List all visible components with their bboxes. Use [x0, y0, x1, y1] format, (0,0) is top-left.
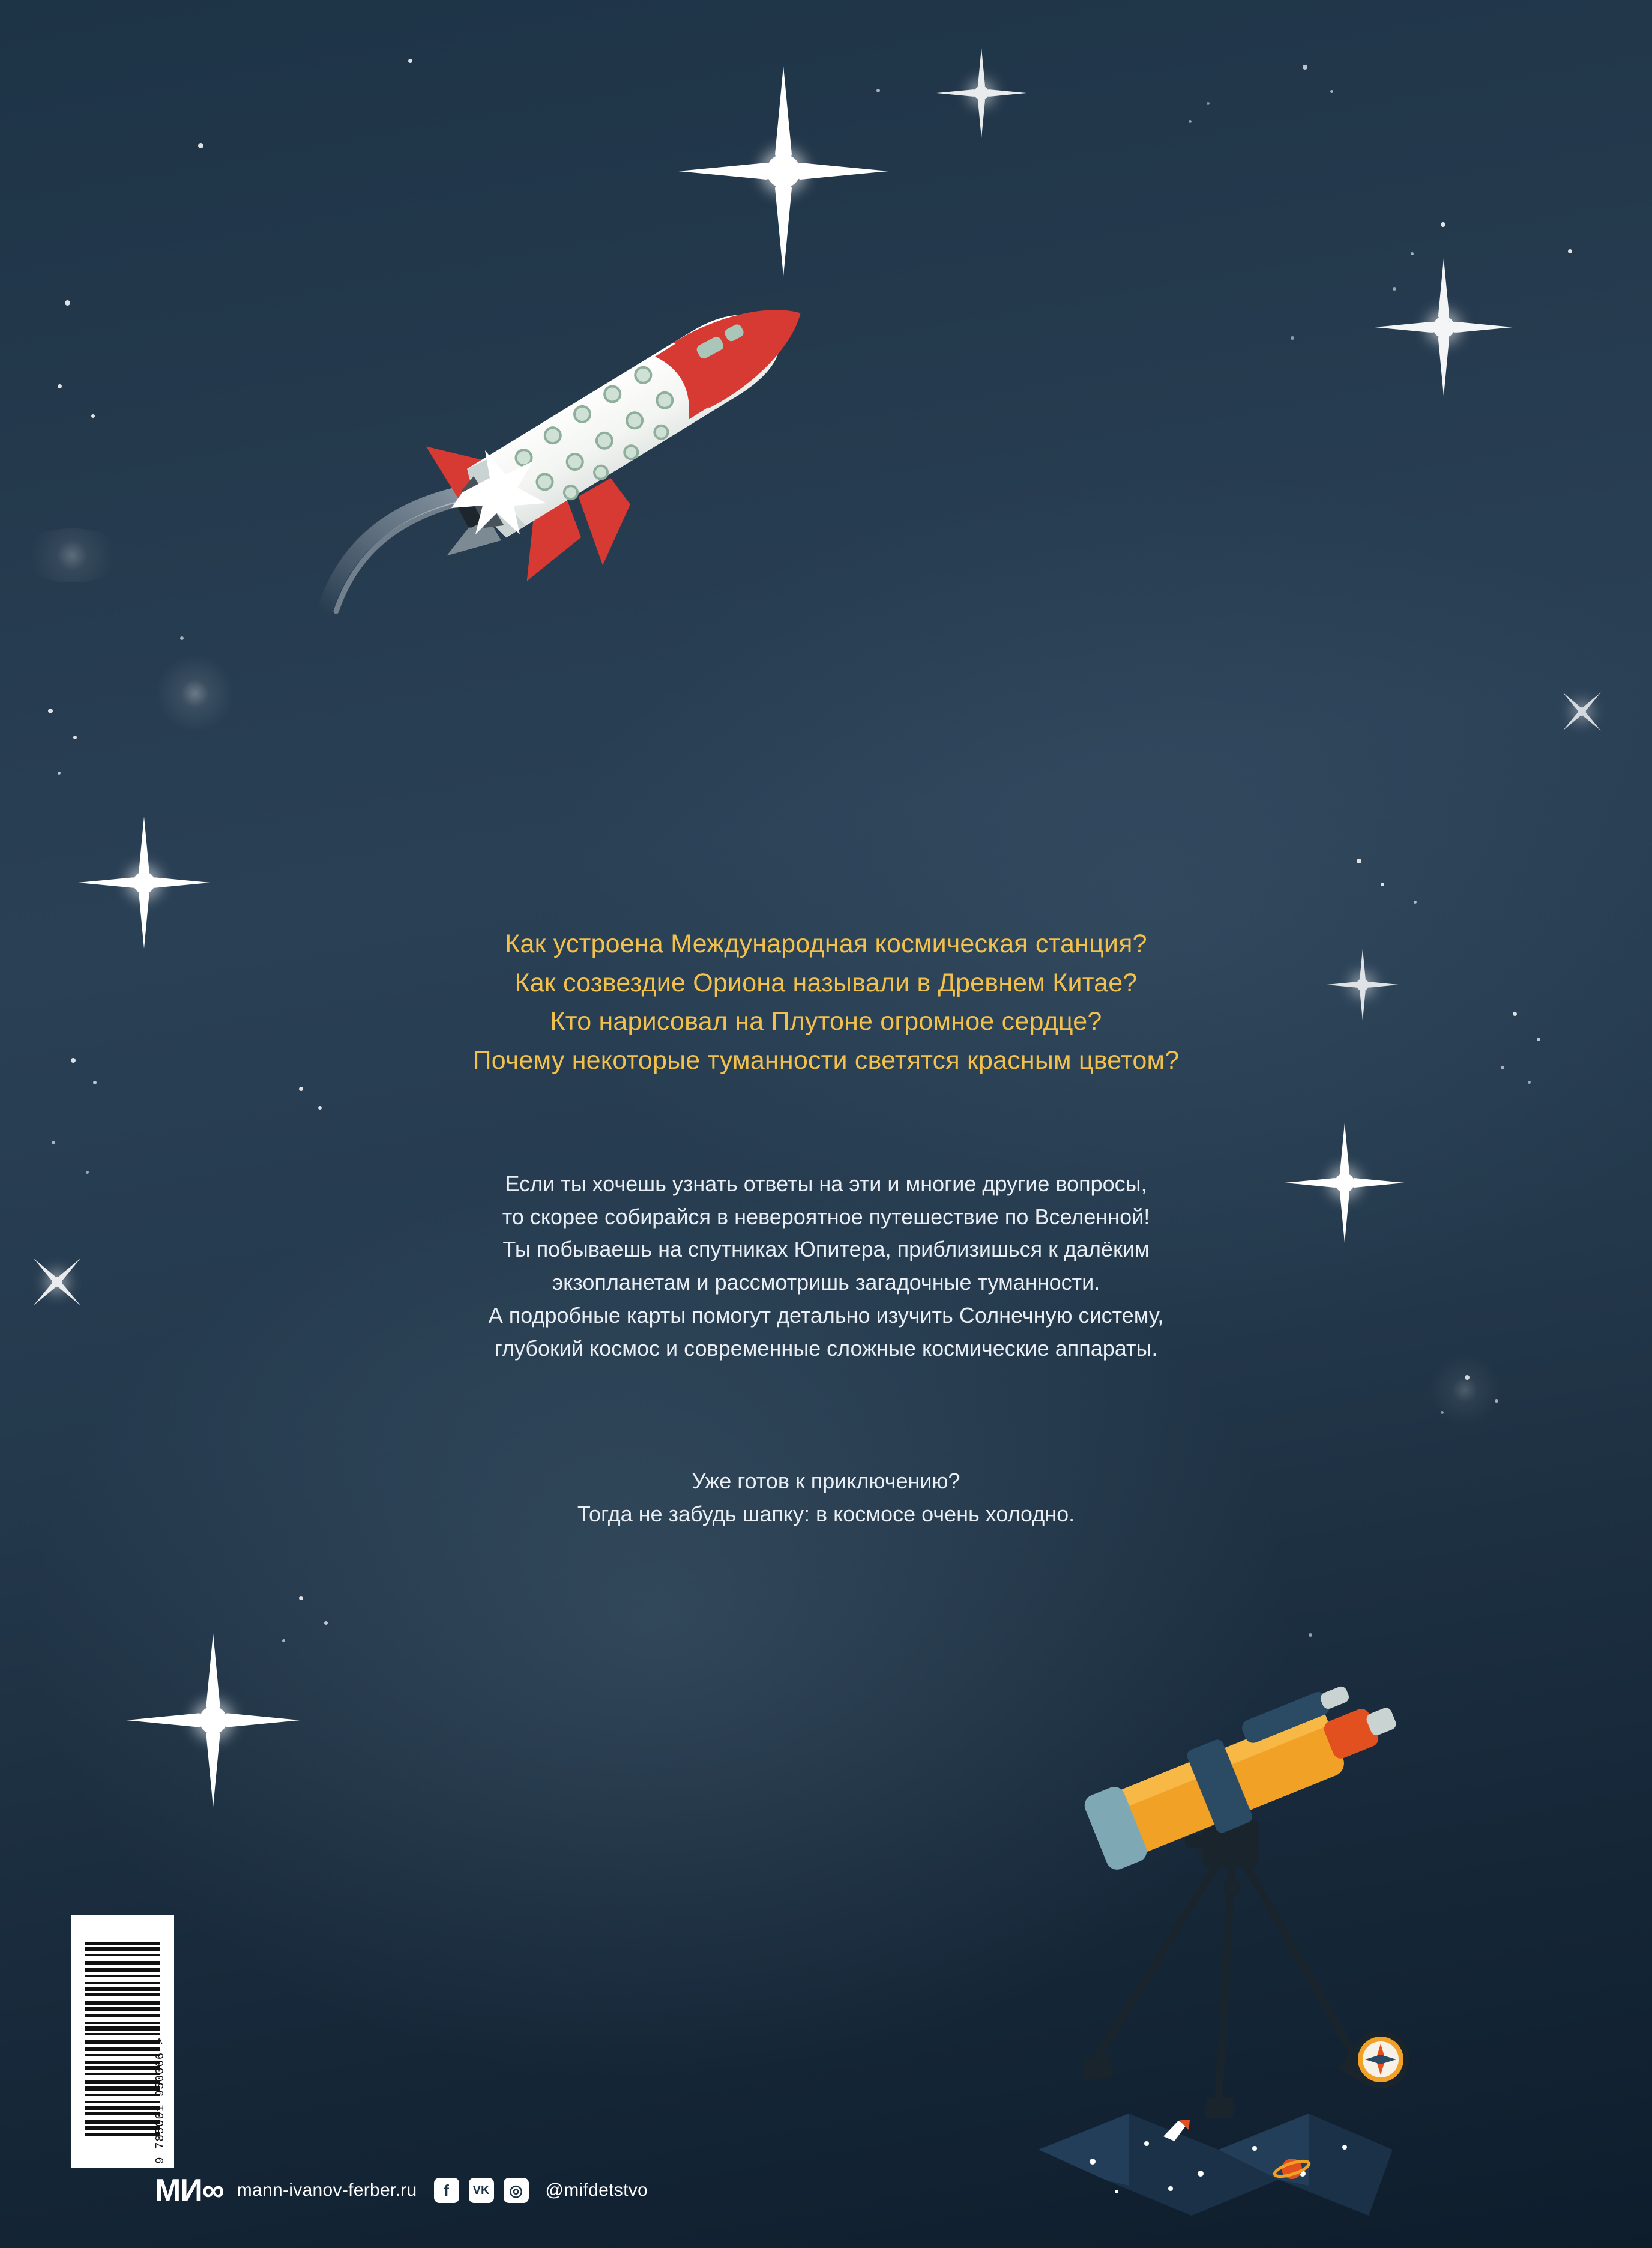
star-sparkle	[936, 48, 1026, 138]
questions-block	[0, 925, 1652, 1080]
question-1: Как устроена Международная космическая станция?	[505, 929, 1147, 958]
social-handle[interactable]: @mifdetstvo	[545, 2180, 648, 2200]
barcode-bars	[85, 1942, 160, 2141]
body-line-6: глубокий космос и современные сложные космические аппараты.	[494, 1335, 1158, 1361]
instagram-icon[interactable]: ◎	[504, 2178, 529, 2203]
star-sparkle	[678, 66, 888, 276]
star-sparkle	[126, 1633, 300, 1807]
question-2: Как созвездие Ориона называли в Древнем Китае?	[514, 968, 1138, 997]
closing-line-2: Тогда не забудь шапку: в космосе очень холодно.	[577, 1501, 1075, 1526]
publisher-footer	[155, 2175, 648, 2206]
barcode	[71, 1915, 174, 2168]
rocket-illustration	[312, 252, 912, 624]
social-links	[434, 2178, 529, 2203]
barcode-isbn: 9 785001 950066 >	[154, 2037, 167, 2164]
question-4: Почему некоторые туманности светятся красным цветом?	[472, 1045, 1180, 1075]
publisher-website[interactable]: mann-ivanov-ferber.ru	[237, 2180, 417, 2200]
body-line-5: А подробные карты помогут детально изучить Солнечную систему,	[488, 1302, 1164, 1328]
closing-line-1: Уже готов к приключению?	[692, 1469, 960, 1493]
star-sparkle	[1543, 673, 1620, 749]
telescope-illustration	[1020, 1645, 1561, 2216]
body-line-4: экзопланетам и рассмотришь загадочные туманности.	[552, 1270, 1100, 1295]
facebook-icon[interactable]: f	[434, 2178, 459, 2203]
mif-logo: МИ∞	[155, 2173, 224, 2208]
body-line-1: Если ты хочешь узнать ответы на эти и многие другие вопросы,	[505, 1171, 1147, 1196]
body-line-3: Ты побываешь на спутниках Юпитера, приблизишься к далёким	[502, 1237, 1150, 1262]
closing-block	[0, 1465, 1652, 1530]
body-line-2: то скорее собирайся в невероятное путешествие по Вселенной!	[502, 1204, 1150, 1229]
body-copy-block	[0, 1168, 1652, 1365]
vk-icon[interactable]: VK	[469, 2178, 494, 2203]
question-3: Кто нарисовал на Плутоне огромное сердце?	[550, 1007, 1102, 1036]
star-sparkle	[1375, 258, 1513, 396]
